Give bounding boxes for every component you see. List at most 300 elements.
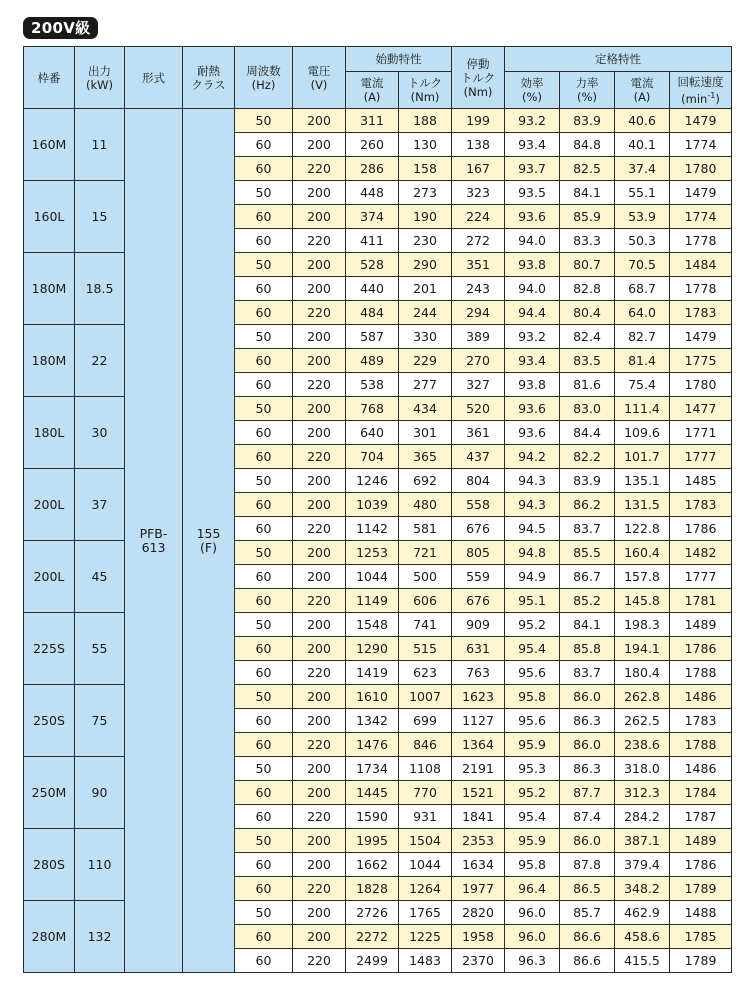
motor-spec-table <box>23 46 732 973</box>
start-current-cell: 411 <box>346 229 399 253</box>
frame-cell: 200L <box>24 541 75 613</box>
speed-cell: 1783 <box>670 709 732 733</box>
start-torque-cell: 846 <box>399 733 452 757</box>
rated-current-cell: 262.5 <box>615 709 670 733</box>
frequency-cell: 60 <box>235 565 293 589</box>
frequency-cell: 60 <box>235 949 293 973</box>
header-efficiency: 効率 (%) <box>505 72 560 109</box>
power-factor-cell: 83.7 <box>560 517 615 541</box>
start-current-cell: 2499 <box>346 949 399 973</box>
frequency-cell: 60 <box>235 805 293 829</box>
efficiency-cell: 96.0 <box>505 901 560 925</box>
start-current-cell: 286 <box>346 157 399 181</box>
model-value: PFB- 613 <box>139 525 168 555</box>
frequency-cell: 50 <box>235 757 293 781</box>
start-torque-cell: 301 <box>399 421 452 445</box>
power-factor-cell: 85.8 <box>560 637 615 661</box>
efficiency-cell: 93.6 <box>505 205 560 229</box>
speed-cell: 1482 <box>670 541 732 565</box>
rated-current-cell: 75.4 <box>615 373 670 397</box>
efficiency-cell: 93.4 <box>505 349 560 373</box>
power-factor-cell: 83.9 <box>560 109 615 133</box>
rated-current-cell: 262.8 <box>615 685 670 709</box>
speed-cell: 1780 <box>670 157 732 181</box>
frequency-cell: 50 <box>235 901 293 925</box>
efficiency-cell: 93.7 <box>505 157 560 181</box>
start-torque-cell: 721 <box>399 541 452 565</box>
header-speed-unit-base: (min <box>681 91 708 106</box>
rated-current-cell: 131.5 <box>615 493 670 517</box>
voltage-cell: 220 <box>293 661 346 685</box>
voltage-cell: 200 <box>293 709 346 733</box>
rated-current-cell: 135.1 <box>615 469 670 493</box>
output-cell: 22 <box>75 325 125 397</box>
speed-cell: 1786 <box>670 853 732 877</box>
efficiency-cell: 95.1 <box>505 589 560 613</box>
efficiency-cell: 95.2 <box>505 613 560 637</box>
stall-torque-cell: 272 <box>452 229 505 253</box>
start-current-cell: 489 <box>346 349 399 373</box>
efficiency-cell: 95.8 <box>505 853 560 877</box>
efficiency-cell: 93.2 <box>505 109 560 133</box>
start-torque-cell: 1225 <box>399 925 452 949</box>
stall-torque-cell: 351 <box>452 253 505 277</box>
start-torque-cell: 1264 <box>399 877 452 901</box>
rated-current-cell: 82.7 <box>615 325 670 349</box>
start-current-cell: 1662 <box>346 853 399 877</box>
voltage-cell: 200 <box>293 469 346 493</box>
frame-cell: 180M <box>24 253 75 325</box>
stall-torque-cell: 389 <box>452 325 505 349</box>
speed-cell: 1775 <box>670 349 732 373</box>
output-cell: 110 <box>75 829 125 901</box>
frequency-cell: 60 <box>235 445 293 469</box>
rated-current-cell: 415.5 <box>615 949 670 973</box>
table-row <box>24 109 732 133</box>
voltage-cell: 200 <box>293 421 346 445</box>
power-factor-cell: 84.4 <box>560 421 615 445</box>
power-factor-cell: 85.7 <box>560 901 615 925</box>
start-current-cell: 1142 <box>346 517 399 541</box>
speed-cell: 1777 <box>670 445 732 469</box>
voltage-cell: 200 <box>293 205 346 229</box>
power-factor-cell: 83.9 <box>560 469 615 493</box>
power-factor-cell: 86.7 <box>560 565 615 589</box>
voltage-cell: 220 <box>293 589 346 613</box>
start-torque-cell: 1504 <box>399 829 452 853</box>
efficiency-cell: 94.2 <box>505 445 560 469</box>
start-torque-cell: 606 <box>399 589 452 613</box>
rated-current-cell: 379.4 <box>615 853 670 877</box>
frequency-cell: 50 <box>235 541 293 565</box>
output-cell: 75 <box>75 685 125 757</box>
frame-cell: 180M <box>24 325 75 397</box>
voltage-cell: 220 <box>293 445 346 469</box>
stall-torque-cell: 676 <box>452 589 505 613</box>
header-output: 出力 (kW) <box>75 47 125 109</box>
power-factor-cell: 86.6 <box>560 949 615 973</box>
efficiency-cell: 94.5 <box>505 517 560 541</box>
efficiency-cell: 93.8 <box>505 253 560 277</box>
start-torque-cell: 1044 <box>399 853 452 877</box>
stall-torque-cell: 2370 <box>452 949 505 973</box>
speed-cell: 1774 <box>670 205 732 229</box>
frame-cell: 225S <box>24 613 75 685</box>
rated-current-cell: 387.1 <box>615 829 670 853</box>
header-model: 形式 <box>125 47 183 109</box>
frequency-cell: 60 <box>235 205 293 229</box>
speed-cell: 1477 <box>670 397 732 421</box>
power-factor-cell: 83.0 <box>560 397 615 421</box>
header-insulation: 耐熱 クラス <box>183 47 235 109</box>
start-current-cell: 1419 <box>346 661 399 685</box>
stall-torque-cell: 1623 <box>452 685 505 709</box>
rated-current-cell: 238.6 <box>615 733 670 757</box>
start-current-cell: 484 <box>346 301 399 325</box>
power-factor-cell: 82.4 <box>560 325 615 349</box>
frame-cell: 160L <box>24 181 75 253</box>
start-torque-cell: 290 <box>399 253 452 277</box>
speed-cell: 1486 <box>670 685 732 709</box>
stall-torque-cell: 1127 <box>452 709 505 733</box>
start-current-cell: 2272 <box>346 925 399 949</box>
stall-torque-cell: 805 <box>452 541 505 565</box>
frame-cell: 280M <box>24 901 75 973</box>
rated-current-cell: 111.4 <box>615 397 670 421</box>
stall-torque-cell: 909 <box>452 613 505 637</box>
power-factor-cell: 82.8 <box>560 277 615 301</box>
start-current-cell: 1590 <box>346 805 399 829</box>
frame-cell: 200L <box>24 469 75 541</box>
frame-cell: 250S <box>24 685 75 757</box>
efficiency-cell: 93.4 <box>505 133 560 157</box>
rated-current-cell: 64.0 <box>615 301 670 325</box>
voltage-cell: 200 <box>293 565 346 589</box>
start-current-cell: 538 <box>346 373 399 397</box>
frequency-cell: 50 <box>235 325 293 349</box>
stall-torque-cell: 294 <box>452 301 505 325</box>
frame-cell: 250M <box>24 757 75 829</box>
power-factor-cell: 87.8 <box>560 853 615 877</box>
stall-torque-cell: 763 <box>452 661 505 685</box>
speed-cell: 1486 <box>670 757 732 781</box>
efficiency-cell: 95.8 <box>505 685 560 709</box>
efficiency-cell: 95.4 <box>505 805 560 829</box>
start-current-cell: 2726 <box>346 901 399 925</box>
power-factor-cell: 85.2 <box>560 589 615 613</box>
frequency-cell: 60 <box>235 517 293 541</box>
stall-torque-cell: 1958 <box>452 925 505 949</box>
start-torque-cell: 158 <box>399 157 452 181</box>
header-speed-unit-sup: -1 <box>707 90 716 100</box>
power-factor-cell: 86.6 <box>560 925 615 949</box>
start-current-cell: 440 <box>346 277 399 301</box>
speed-cell: 1787 <box>670 805 732 829</box>
rated-current-cell: 458.6 <box>615 925 670 949</box>
start-current-cell: 1995 <box>346 829 399 853</box>
frequency-cell: 60 <box>235 157 293 181</box>
power-factor-cell: 85.9 <box>560 205 615 229</box>
start-current-cell: 640 <box>346 421 399 445</box>
rated-current-cell: 109.6 <box>615 421 670 445</box>
section-badge: 200V級 <box>23 17 98 39</box>
voltage-cell: 200 <box>293 277 346 301</box>
power-factor-cell: 83.3 <box>560 229 615 253</box>
speed-cell: 1771 <box>670 421 732 445</box>
stall-torque-cell: 804 <box>452 469 505 493</box>
start-current-cell: 1828 <box>346 877 399 901</box>
speed-cell: 1479 <box>670 325 732 349</box>
frequency-cell: 60 <box>235 229 293 253</box>
header-stall-torque: 停動 トルク (Nm) <box>452 47 505 109</box>
header-start-current: 電流 (A) <box>346 72 399 109</box>
rated-current-cell: 70.5 <box>615 253 670 277</box>
header-frame: 枠番 <box>24 47 75 109</box>
start-torque-cell: 1007 <box>399 685 452 709</box>
start-torque-cell: 770 <box>399 781 452 805</box>
header-speed <box>670 72 732 109</box>
power-factor-cell: 83.5 <box>560 349 615 373</box>
efficiency-cell: 95.9 <box>505 733 560 757</box>
speed-cell: 1786 <box>670 637 732 661</box>
voltage-cell: 200 <box>293 781 346 805</box>
stall-torque-cell: 323 <box>452 181 505 205</box>
start-torque-cell: 330 <box>399 325 452 349</box>
speed-cell: 1774 <box>670 133 732 157</box>
speed-cell: 1788 <box>670 733 732 757</box>
insulation-cell <box>183 109 235 973</box>
table-body <box>24 109 732 973</box>
speed-cell: 1786 <box>670 517 732 541</box>
frequency-cell: 60 <box>235 637 293 661</box>
start-current-cell: 1039 <box>346 493 399 517</box>
stall-torque-cell: 327 <box>452 373 505 397</box>
start-torque-cell: 1483 <box>399 949 452 973</box>
rated-current-cell: 40.6 <box>615 109 670 133</box>
frequency-cell: 50 <box>235 181 293 205</box>
stall-torque-cell: 437 <box>452 445 505 469</box>
rated-current-cell: 284.2 <box>615 805 670 829</box>
start-torque-cell: 480 <box>399 493 452 517</box>
voltage-cell: 200 <box>293 685 346 709</box>
start-torque-cell: 244 <box>399 301 452 325</box>
header-rated-current: 電流 (A) <box>615 72 670 109</box>
rated-current-cell: 50.3 <box>615 229 670 253</box>
efficiency-cell: 95.4 <box>505 637 560 661</box>
power-factor-cell: 82.5 <box>560 157 615 181</box>
frequency-cell: 60 <box>235 925 293 949</box>
header-start-torque: トルク (Nm) <box>399 72 452 109</box>
efficiency-cell: 96.0 <box>505 925 560 949</box>
power-factor-cell: 87.7 <box>560 781 615 805</box>
speed-cell: 1783 <box>670 301 732 325</box>
stall-torque-cell: 1364 <box>452 733 505 757</box>
voltage-cell: 200 <box>293 901 346 925</box>
voltage-cell: 220 <box>293 733 346 757</box>
start-current-cell: 1445 <box>346 781 399 805</box>
start-current-cell: 1548 <box>346 613 399 637</box>
efficiency-cell: 95.6 <box>505 709 560 733</box>
header-power-factor: 力率 (%) <box>560 72 615 109</box>
rated-current-cell: 180.4 <box>615 661 670 685</box>
frequency-cell: 50 <box>235 109 293 133</box>
header-frequency: 周波数 (Hz) <box>235 47 293 109</box>
start-current-cell: 1342 <box>346 709 399 733</box>
efficiency-cell: 95.2 <box>505 781 560 805</box>
stall-torque-cell: 520 <box>452 397 505 421</box>
frame-cell: 180L <box>24 397 75 469</box>
voltage-cell: 200 <box>293 253 346 277</box>
speed-cell: 1489 <box>670 829 732 853</box>
frequency-cell: 60 <box>235 493 293 517</box>
start-current-cell: 587 <box>346 325 399 349</box>
voltage-cell: 200 <box>293 613 346 637</box>
start-current-cell: 1476 <box>346 733 399 757</box>
rated-current-cell: 101.7 <box>615 445 670 469</box>
frequency-cell: 60 <box>235 733 293 757</box>
efficiency-cell: 94.9 <box>505 565 560 589</box>
voltage-cell: 200 <box>293 925 346 949</box>
start-torque-cell: 515 <box>399 637 452 661</box>
stall-torque-cell: 138 <box>452 133 505 157</box>
start-current-cell: 311 <box>346 109 399 133</box>
start-torque-cell: 1765 <box>399 901 452 925</box>
efficiency-cell: 95.3 <box>505 757 560 781</box>
header-speed-unit-end: ) <box>715 91 720 106</box>
start-current-cell: 448 <box>346 181 399 205</box>
output-cell: 15 <box>75 181 125 253</box>
start-torque-cell: 1108 <box>399 757 452 781</box>
start-torque-cell: 273 <box>399 181 452 205</box>
efficiency-cell: 93.5 <box>505 181 560 205</box>
start-current-cell: 528 <box>346 253 399 277</box>
speed-cell: 1789 <box>670 949 732 973</box>
efficiency-cell: 94.4 <box>505 301 560 325</box>
speed-cell: 1789 <box>670 877 732 901</box>
start-current-cell: 1290 <box>346 637 399 661</box>
rated-current-cell: 37.4 <box>615 157 670 181</box>
start-current-cell: 704 <box>346 445 399 469</box>
start-torque-cell: 699 <box>399 709 452 733</box>
speed-cell: 1777 <box>670 565 732 589</box>
rated-current-cell: 318.0 <box>615 757 670 781</box>
frequency-cell: 60 <box>235 853 293 877</box>
speed-cell: 1784 <box>670 781 732 805</box>
stall-torque-cell: 270 <box>452 349 505 373</box>
speed-cell: 1783 <box>670 493 732 517</box>
rated-current-cell: 194.1 <box>615 637 670 661</box>
frequency-cell: 50 <box>235 829 293 853</box>
rated-current-cell: 40.1 <box>615 133 670 157</box>
speed-cell: 1488 <box>670 901 732 925</box>
power-factor-cell: 86.3 <box>560 709 615 733</box>
rated-current-cell: 122.8 <box>615 517 670 541</box>
efficiency-cell: 95.6 <box>505 661 560 685</box>
stall-torque-cell: 1977 <box>452 877 505 901</box>
frequency-cell: 60 <box>235 421 293 445</box>
start-current-cell: 260 <box>346 133 399 157</box>
speed-cell: 1780 <box>670 373 732 397</box>
voltage-cell: 200 <box>293 181 346 205</box>
start-torque-cell: 229 <box>399 349 452 373</box>
rated-current-cell: 160.4 <box>615 541 670 565</box>
stall-torque-cell: 676 <box>452 517 505 541</box>
speed-cell: 1778 <box>670 229 732 253</box>
insulation-value: 155 (F) <box>196 525 221 555</box>
voltage-cell: 200 <box>293 541 346 565</box>
output-cell: 90 <box>75 757 125 829</box>
power-factor-cell: 82.2 <box>560 445 615 469</box>
power-factor-cell: 86.3 <box>560 757 615 781</box>
power-factor-cell: 80.7 <box>560 253 615 277</box>
power-factor-cell: 84.1 <box>560 613 615 637</box>
stall-torque-cell: 631 <box>452 637 505 661</box>
voltage-cell: 220 <box>293 301 346 325</box>
stall-torque-cell: 199 <box>452 109 505 133</box>
power-factor-cell: 85.5 <box>560 541 615 565</box>
output-cell: 55 <box>75 613 125 685</box>
speed-cell: 1479 <box>670 181 732 205</box>
frequency-cell: 60 <box>235 349 293 373</box>
start-torque-cell: 230 <box>399 229 452 253</box>
rated-current-cell: 462.9 <box>615 901 670 925</box>
efficiency-cell: 94.3 <box>505 469 560 493</box>
start-torque-cell: 581 <box>399 517 452 541</box>
frequency-cell: 60 <box>235 877 293 901</box>
efficiency-cell: 96.4 <box>505 877 560 901</box>
stall-torque-cell: 558 <box>452 493 505 517</box>
start-torque-cell: 277 <box>399 373 452 397</box>
frequency-cell: 50 <box>235 685 293 709</box>
voltage-cell: 220 <box>293 517 346 541</box>
frequency-cell: 50 <box>235 397 293 421</box>
output-cell: 30 <box>75 397 125 469</box>
stall-torque-cell: 167 <box>452 157 505 181</box>
start-torque-cell: 692 <box>399 469 452 493</box>
power-factor-cell: 86.5 <box>560 877 615 901</box>
voltage-cell: 200 <box>293 397 346 421</box>
efficiency-cell: 93.2 <box>505 325 560 349</box>
speed-cell: 1788 <box>670 661 732 685</box>
frequency-cell: 60 <box>235 277 293 301</box>
stall-torque-cell: 361 <box>452 421 505 445</box>
frame-cell: 160M <box>24 109 75 181</box>
speed-cell: 1479 <box>670 109 732 133</box>
frequency-cell: 50 <box>235 253 293 277</box>
start-current-cell: 1610 <box>346 685 399 709</box>
voltage-cell: 220 <box>293 373 346 397</box>
power-factor-cell: 87.4 <box>560 805 615 829</box>
start-torque-cell: 188 <box>399 109 452 133</box>
rated-current-cell: 145.8 <box>615 589 670 613</box>
header-starting-group: 始動特性 <box>346 47 452 72</box>
power-factor-cell: 80.4 <box>560 301 615 325</box>
output-cell: 18.5 <box>75 253 125 325</box>
power-factor-cell: 86.0 <box>560 685 615 709</box>
rated-current-cell: 55.1 <box>615 181 670 205</box>
output-cell: 11 <box>75 109 125 181</box>
voltage-cell: 200 <box>293 829 346 853</box>
stall-torque-cell: 1634 <box>452 853 505 877</box>
power-factor-cell: 81.6 <box>560 373 615 397</box>
start-torque-cell: 741 <box>399 613 452 637</box>
frequency-cell: 60 <box>235 589 293 613</box>
speed-cell: 1485 <box>670 469 732 493</box>
output-cell: 45 <box>75 541 125 613</box>
speed-cell: 1778 <box>670 277 732 301</box>
frequency-cell: 60 <box>235 709 293 733</box>
start-current-cell: 1734 <box>346 757 399 781</box>
